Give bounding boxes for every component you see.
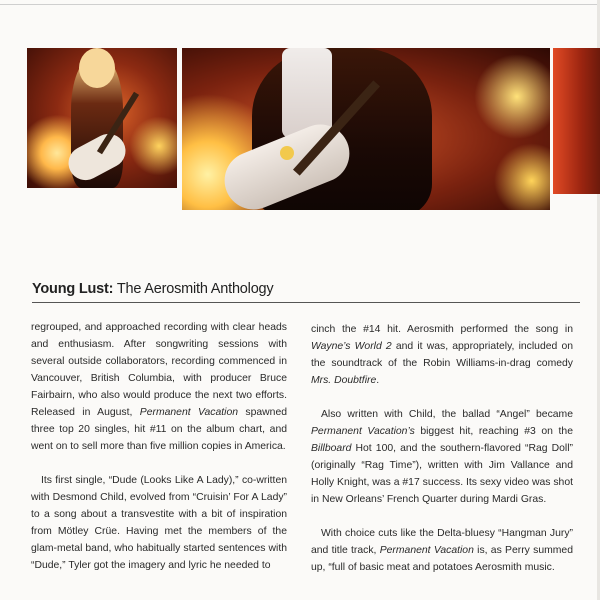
italic-run: Permanent Vacation <box>139 407 239 418</box>
paragraph: cinch the #14 hit. Aerosmith performed the song in Wayne’s World 2 and it was, appropriately, included on the soundtrack of the Robin Williams-in-drag comedy Mrs. Doubtfire. <box>311 324 573 386</box>
paragraph: regrouped, and approached recording with clear heads and enthusiasm. After songwriting sessions with several outside collaborators, recording commenced in Vancouver, British Columbia, with producer Bruce Fairbairn, who also would produce the next two efforts. Released in August, Permanent Vacation spawned three top 20 singles, hit #11 on the album chart, and went on to sell more than five million copies in America. <box>31 322 288 452</box>
concert-photo-edge <box>553 48 600 194</box>
running-header <box>32 281 273 297</box>
italic-run: Permanent Vacation <box>379 545 474 556</box>
italic-run: Billboard <box>311 443 352 454</box>
italic-run: Permanent Vacation’s <box>311 426 415 437</box>
header-rule <box>32 302 580 303</box>
performer-hair <box>79 48 115 88</box>
header-title-bold: Young Lust: <box>32 281 114 297</box>
italic-run: Wayne’s World 2 <box>311 341 392 352</box>
paragraph: Also written with Child, the ballad “Angel” became Permanent Vacation’s biggest hit, reaching #3 on the Billboard Hot 100, and the southern-flavored “Rag Doll” (originally “Rag Time”), written with Jim Vallance and Holly Knight, was a #17 success. Its sexy video was shot in New Orleans’ French Quarter during Mardi Gras. <box>311 409 573 505</box>
paragraph: Its first single, “Dude (Looks Like A Lady),” co-written with Desmond Child, evolved from “Cruisin’ For A Lady” to a song about a transvestite with a bit of inspiration from Mötley Crüe. Having met the members of the glam-metal band, who habitually started sentences with “Dude,” Tyler got the imagery and lyric he needed to <box>31 475 287 571</box>
left-column <box>31 319 287 574</box>
concert-photo-guitarist <box>27 48 177 188</box>
concert-photo-bassist <box>182 48 550 210</box>
italic-run: Mrs. Doubtfire <box>311 375 377 386</box>
paragraph: With choice cuts like the Delta-bluesy “Hangman Jury” and title track, Permanent Vacation is, as Perry summed up, “full of basic meat and potatoes Aerosmith music. <box>311 528 573 573</box>
bass-knob <box>280 146 294 160</box>
top-edge-line <box>0 4 600 5</box>
right-column <box>311 321 573 576</box>
header-title-rest: The Aerosmith Anthology <box>113 281 274 297</box>
